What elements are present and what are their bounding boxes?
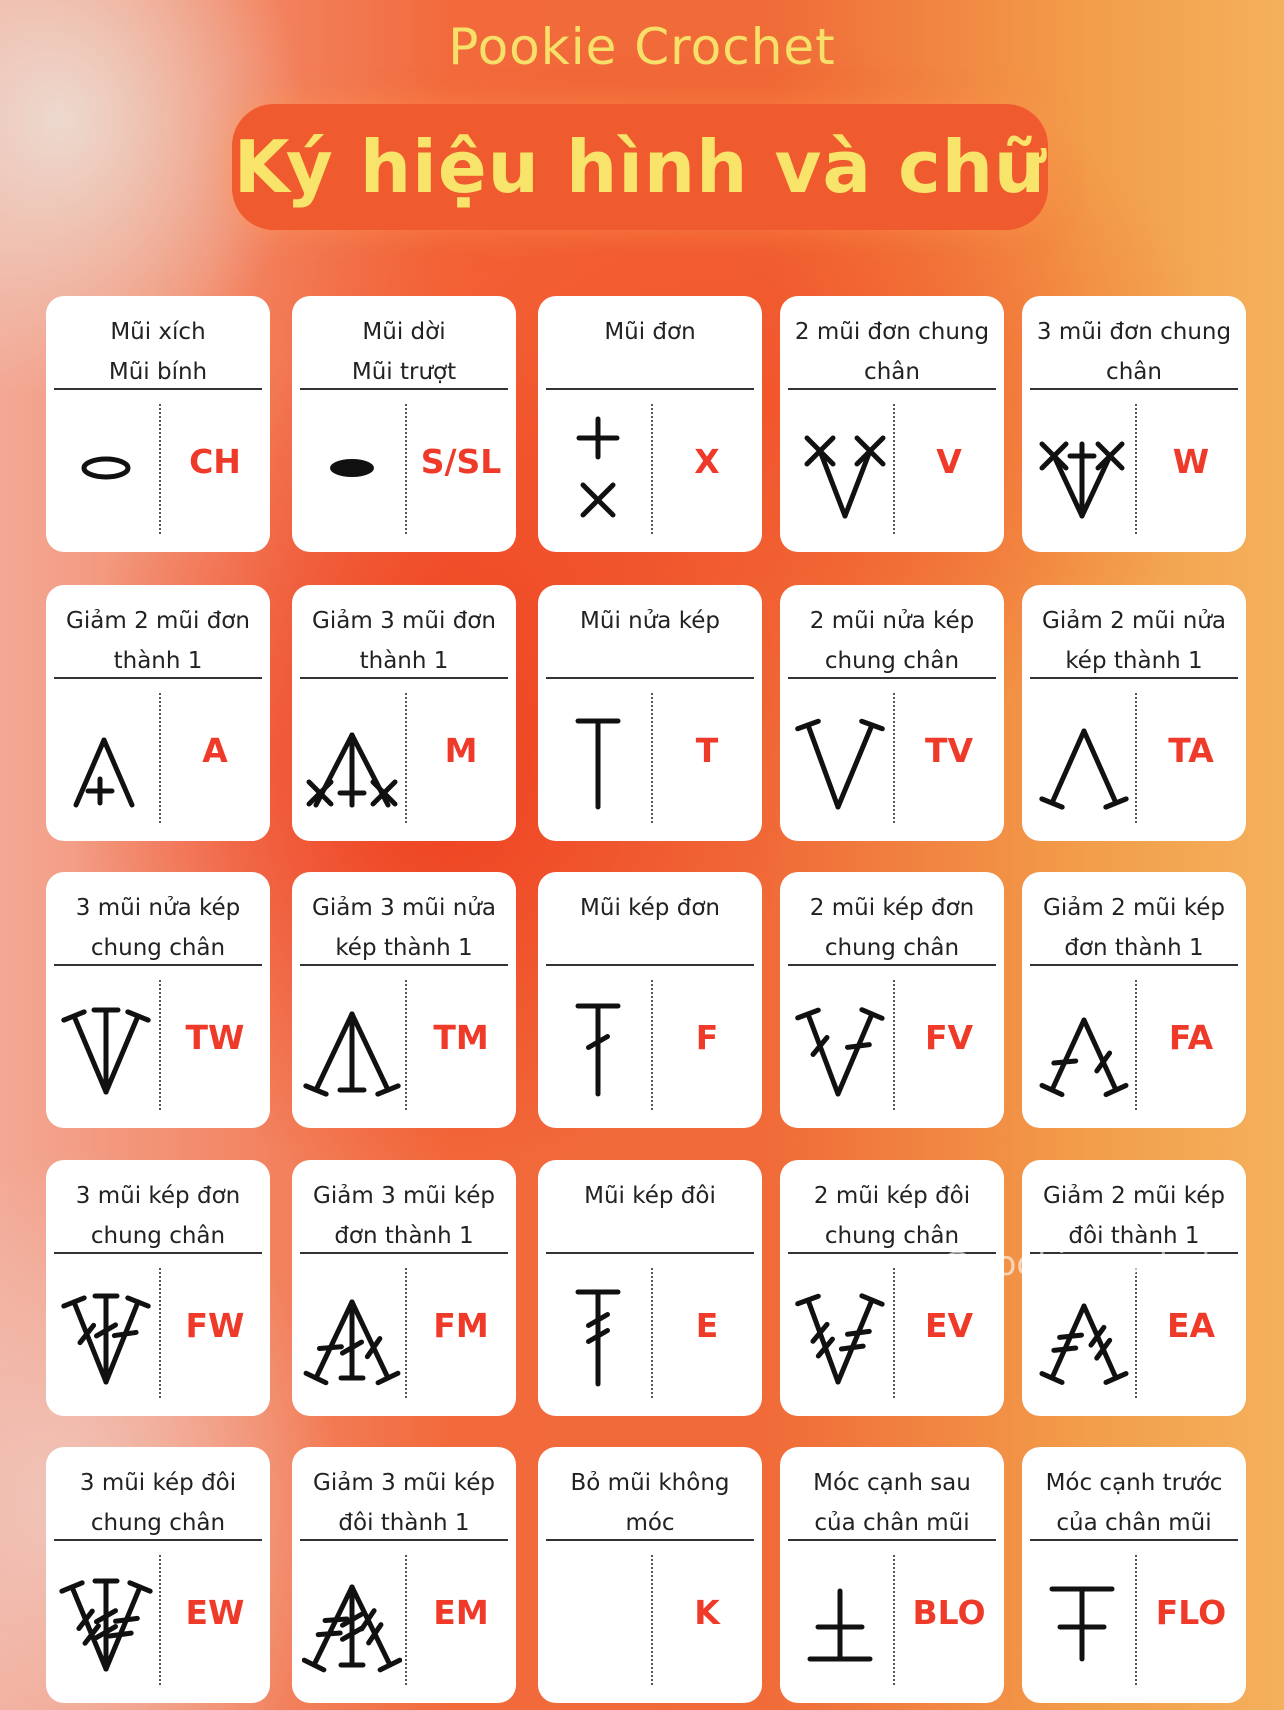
stitch-name: 3 mũi kép đơn chung chân [75, 1183, 241, 1249]
stitch-abbreviation: TA [1168, 731, 1214, 770]
dotted-separator [159, 1555, 161, 1685]
symbol-card [292, 1160, 516, 1416]
dotted-separator [1135, 693, 1137, 823]
dotted-separator [651, 404, 653, 534]
divider [788, 388, 996, 390]
symbol-card [292, 585, 516, 841]
watermark: @pookiecrochet [940, 1244, 1215, 1284]
symbol-card [780, 585, 1004, 841]
stitch-name: Mũi dời Mũi trượt [351, 319, 457, 385]
symbol-card [1022, 1447, 1246, 1703]
dotted-separator [651, 1268, 653, 1398]
symbol-card [46, 585, 270, 841]
divider [54, 1539, 262, 1541]
divider [300, 388, 508, 390]
empty-symbol [548, 1557, 648, 1683]
stitch-name: Bỏ mũi không móc [570, 1470, 730, 1536]
treble-crochet-icon [548, 1270, 648, 1396]
stitch-name: 2 mũi đơn chung chân [794, 319, 990, 385]
divider [546, 964, 754, 966]
slip-stitch-filled-oval-icon [302, 406, 402, 532]
dc-increase-3-icon [56, 1270, 156, 1396]
stitch-name: Giảm 3 mũi nửa kép thành 1 [312, 895, 496, 961]
dotted-separator [651, 1555, 653, 1685]
symbol-card [292, 872, 516, 1128]
single-crochet-plus-x-icon [548, 406, 648, 532]
stitch-abbreviation: BLO [912, 1593, 986, 1632]
stitch-name: Giảm 2 mũi đơn thành 1 [66, 608, 250, 674]
dotted-separator [651, 693, 653, 823]
dotted-separator [1135, 404, 1137, 534]
stitch-name: 3 mũi nửa kép chung chân [75, 895, 241, 961]
stitch-name: Giảm 3 mũi đơn thành 1 [312, 608, 496, 674]
stitch-name: 2 mũi kép đơn chung chân [809, 895, 975, 961]
divider [300, 677, 508, 679]
divider [546, 388, 754, 390]
stitch-name: 2 mũi kép đôi chung chân [813, 1183, 971, 1249]
stitch-name: Mũi đơn [604, 319, 696, 345]
stitch-abbreviation: TV [924, 731, 974, 770]
stitch-name: Mũi kép đơn [580, 895, 720, 921]
stitch-name: Giảm 3 mũi kép đôi thành 1 [313, 1470, 495, 1536]
divider [1030, 388, 1238, 390]
symbol-card [292, 1447, 516, 1703]
symbol-card [1022, 872, 1246, 1128]
stitch-abbreviation: CH [189, 442, 241, 481]
dotted-separator [893, 1268, 895, 1398]
stitch-abbreviation: F [695, 1018, 719, 1057]
dc-decrease-3-icon [302, 1270, 402, 1396]
symbol-card [538, 872, 762, 1128]
stitch-name: Móc cạnh sau của chân mũi [813, 1470, 971, 1536]
stitch-abbreviation: S/SL [420, 442, 502, 481]
brand-name: Pookie Crochet [448, 18, 836, 76]
stitch-name: Móc cạnh trước của chân mũi [1045, 1470, 1223, 1536]
symbol-card [780, 1160, 1004, 1416]
stitch-name: Mũi nửa kép [580, 608, 720, 634]
divider [1030, 677, 1238, 679]
symbol-card [1022, 296, 1246, 552]
sc-increase-3-icon [1032, 406, 1132, 532]
symbol-card [780, 296, 1004, 552]
stitch-abbreviation: K [694, 1593, 720, 1632]
stitch-abbreviation: FW [185, 1306, 245, 1345]
stitch-name: Mũi xích Mũi bính [108, 319, 208, 385]
hdc-decrease-2-icon [1032, 695, 1132, 821]
dotted-separator [893, 980, 895, 1110]
stitch-abbreviation: T [695, 731, 719, 770]
stitch-name: 3 mũi kép đôi chung chân [79, 1470, 237, 1536]
stitch-abbreviation: EW [185, 1593, 245, 1632]
divider [300, 1252, 508, 1254]
symbol-card [46, 1447, 270, 1703]
symbol-card [46, 872, 270, 1128]
back-loop-only-icon [790, 1557, 890, 1683]
symbol-card [538, 1160, 762, 1416]
dotted-separator [159, 1268, 161, 1398]
dotted-separator [405, 980, 407, 1110]
dotted-separator [893, 404, 895, 534]
title-banner [232, 104, 1048, 230]
stitch-abbreviation: W [1172, 442, 1210, 481]
stitch-name: Giảm 3 mũi kép đơn thành 1 [313, 1183, 495, 1249]
stitch-abbreviation: TW [185, 1018, 245, 1057]
symbol-card [1022, 585, 1246, 841]
symbol-card [538, 585, 762, 841]
dotted-separator [1135, 980, 1137, 1110]
symbol-card [1022, 1160, 1246, 1416]
stitch-abbreviation: V [936, 442, 962, 481]
tr-decrease-2-icon [1032, 1270, 1132, 1396]
divider [300, 1539, 508, 1541]
stitch-abbreviation: FM [433, 1306, 489, 1345]
page-title: Ký hiệu hình và chữ [233, 125, 1047, 209]
dotted-separator [405, 1555, 407, 1685]
dotted-separator [405, 404, 407, 534]
symbol-card [538, 296, 762, 552]
divider [788, 1539, 996, 1541]
stitch-name: Giảm 2 mũi kép đôi thành 1 [1043, 1183, 1225, 1249]
stitch-name: 3 mũi đơn chung chân [1036, 319, 1232, 385]
stitch-abbreviation: FLO [1155, 1593, 1227, 1632]
dotted-separator [159, 693, 161, 823]
divider [788, 964, 996, 966]
stitch-name: Mũi kép đôi [584, 1183, 716, 1209]
tr-increase-2-icon [790, 1270, 890, 1396]
divider [546, 1539, 754, 1541]
hdc-increase-2-icon [790, 695, 890, 821]
stitch-abbreviation: TM [433, 1018, 489, 1057]
stitch-name: Giảm 2 mũi nửa kép thành 1 [1042, 608, 1226, 674]
tr-increase-3-icon [56, 1557, 156, 1683]
sc-decrease-2-icon [56, 695, 156, 821]
sc-increase-2-icon [790, 406, 890, 532]
dotted-separator [651, 980, 653, 1110]
divider [1030, 964, 1238, 966]
stitch-abbreviation: FA [1168, 1018, 1214, 1057]
divider [300, 964, 508, 966]
symbol-card [780, 872, 1004, 1128]
symbol-card [538, 1447, 762, 1703]
front-loop-only-icon [1032, 1557, 1132, 1683]
hdc-increase-3-icon [56, 982, 156, 1108]
dotted-separator [159, 404, 161, 534]
dc-decrease-2-icon [1032, 982, 1132, 1108]
sc-decrease-3-icon [302, 695, 402, 821]
dotted-separator [893, 1555, 895, 1685]
chain-oval-icon [56, 406, 156, 532]
symbol-card [780, 1447, 1004, 1703]
dotted-separator [1135, 1555, 1137, 1685]
symbol-card [292, 296, 516, 552]
stitch-abbreviation: FV [924, 1018, 974, 1057]
stitch-abbreviation: EV [924, 1306, 974, 1345]
symbol-card [46, 296, 270, 552]
divider [546, 1252, 754, 1254]
dc-increase-2-icon [790, 982, 890, 1108]
stitch-name: 2 mũi nửa kép chung chân [809, 608, 975, 674]
hdc-decrease-3-icon [302, 982, 402, 1108]
symbol-card [46, 1160, 270, 1416]
dotted-separator [893, 693, 895, 823]
tr-decrease-3-icon [302, 1557, 402, 1683]
divider [788, 677, 996, 679]
divider [546, 677, 754, 679]
divider [54, 964, 262, 966]
stitch-name: Giảm 2 mũi kép đơn thành 1 [1043, 895, 1225, 961]
stitch-abbreviation: A [202, 731, 228, 770]
dotted-separator [405, 1268, 407, 1398]
dotted-separator [1135, 1268, 1137, 1398]
double-crochet-icon [548, 982, 648, 1108]
stitch-abbreviation: EA [1166, 1306, 1216, 1345]
divider [54, 1252, 262, 1254]
half-double-crochet-icon [548, 695, 648, 821]
stitch-abbreviation: X [694, 442, 720, 481]
stitch-abbreviation: M [444, 731, 478, 770]
stitch-abbreviation: E [695, 1306, 719, 1345]
divider [54, 677, 262, 679]
dotted-separator [159, 980, 161, 1110]
divider [54, 388, 262, 390]
stitch-abbreviation: EM [433, 1593, 489, 1632]
divider [1030, 1539, 1238, 1541]
dotted-separator [405, 693, 407, 823]
